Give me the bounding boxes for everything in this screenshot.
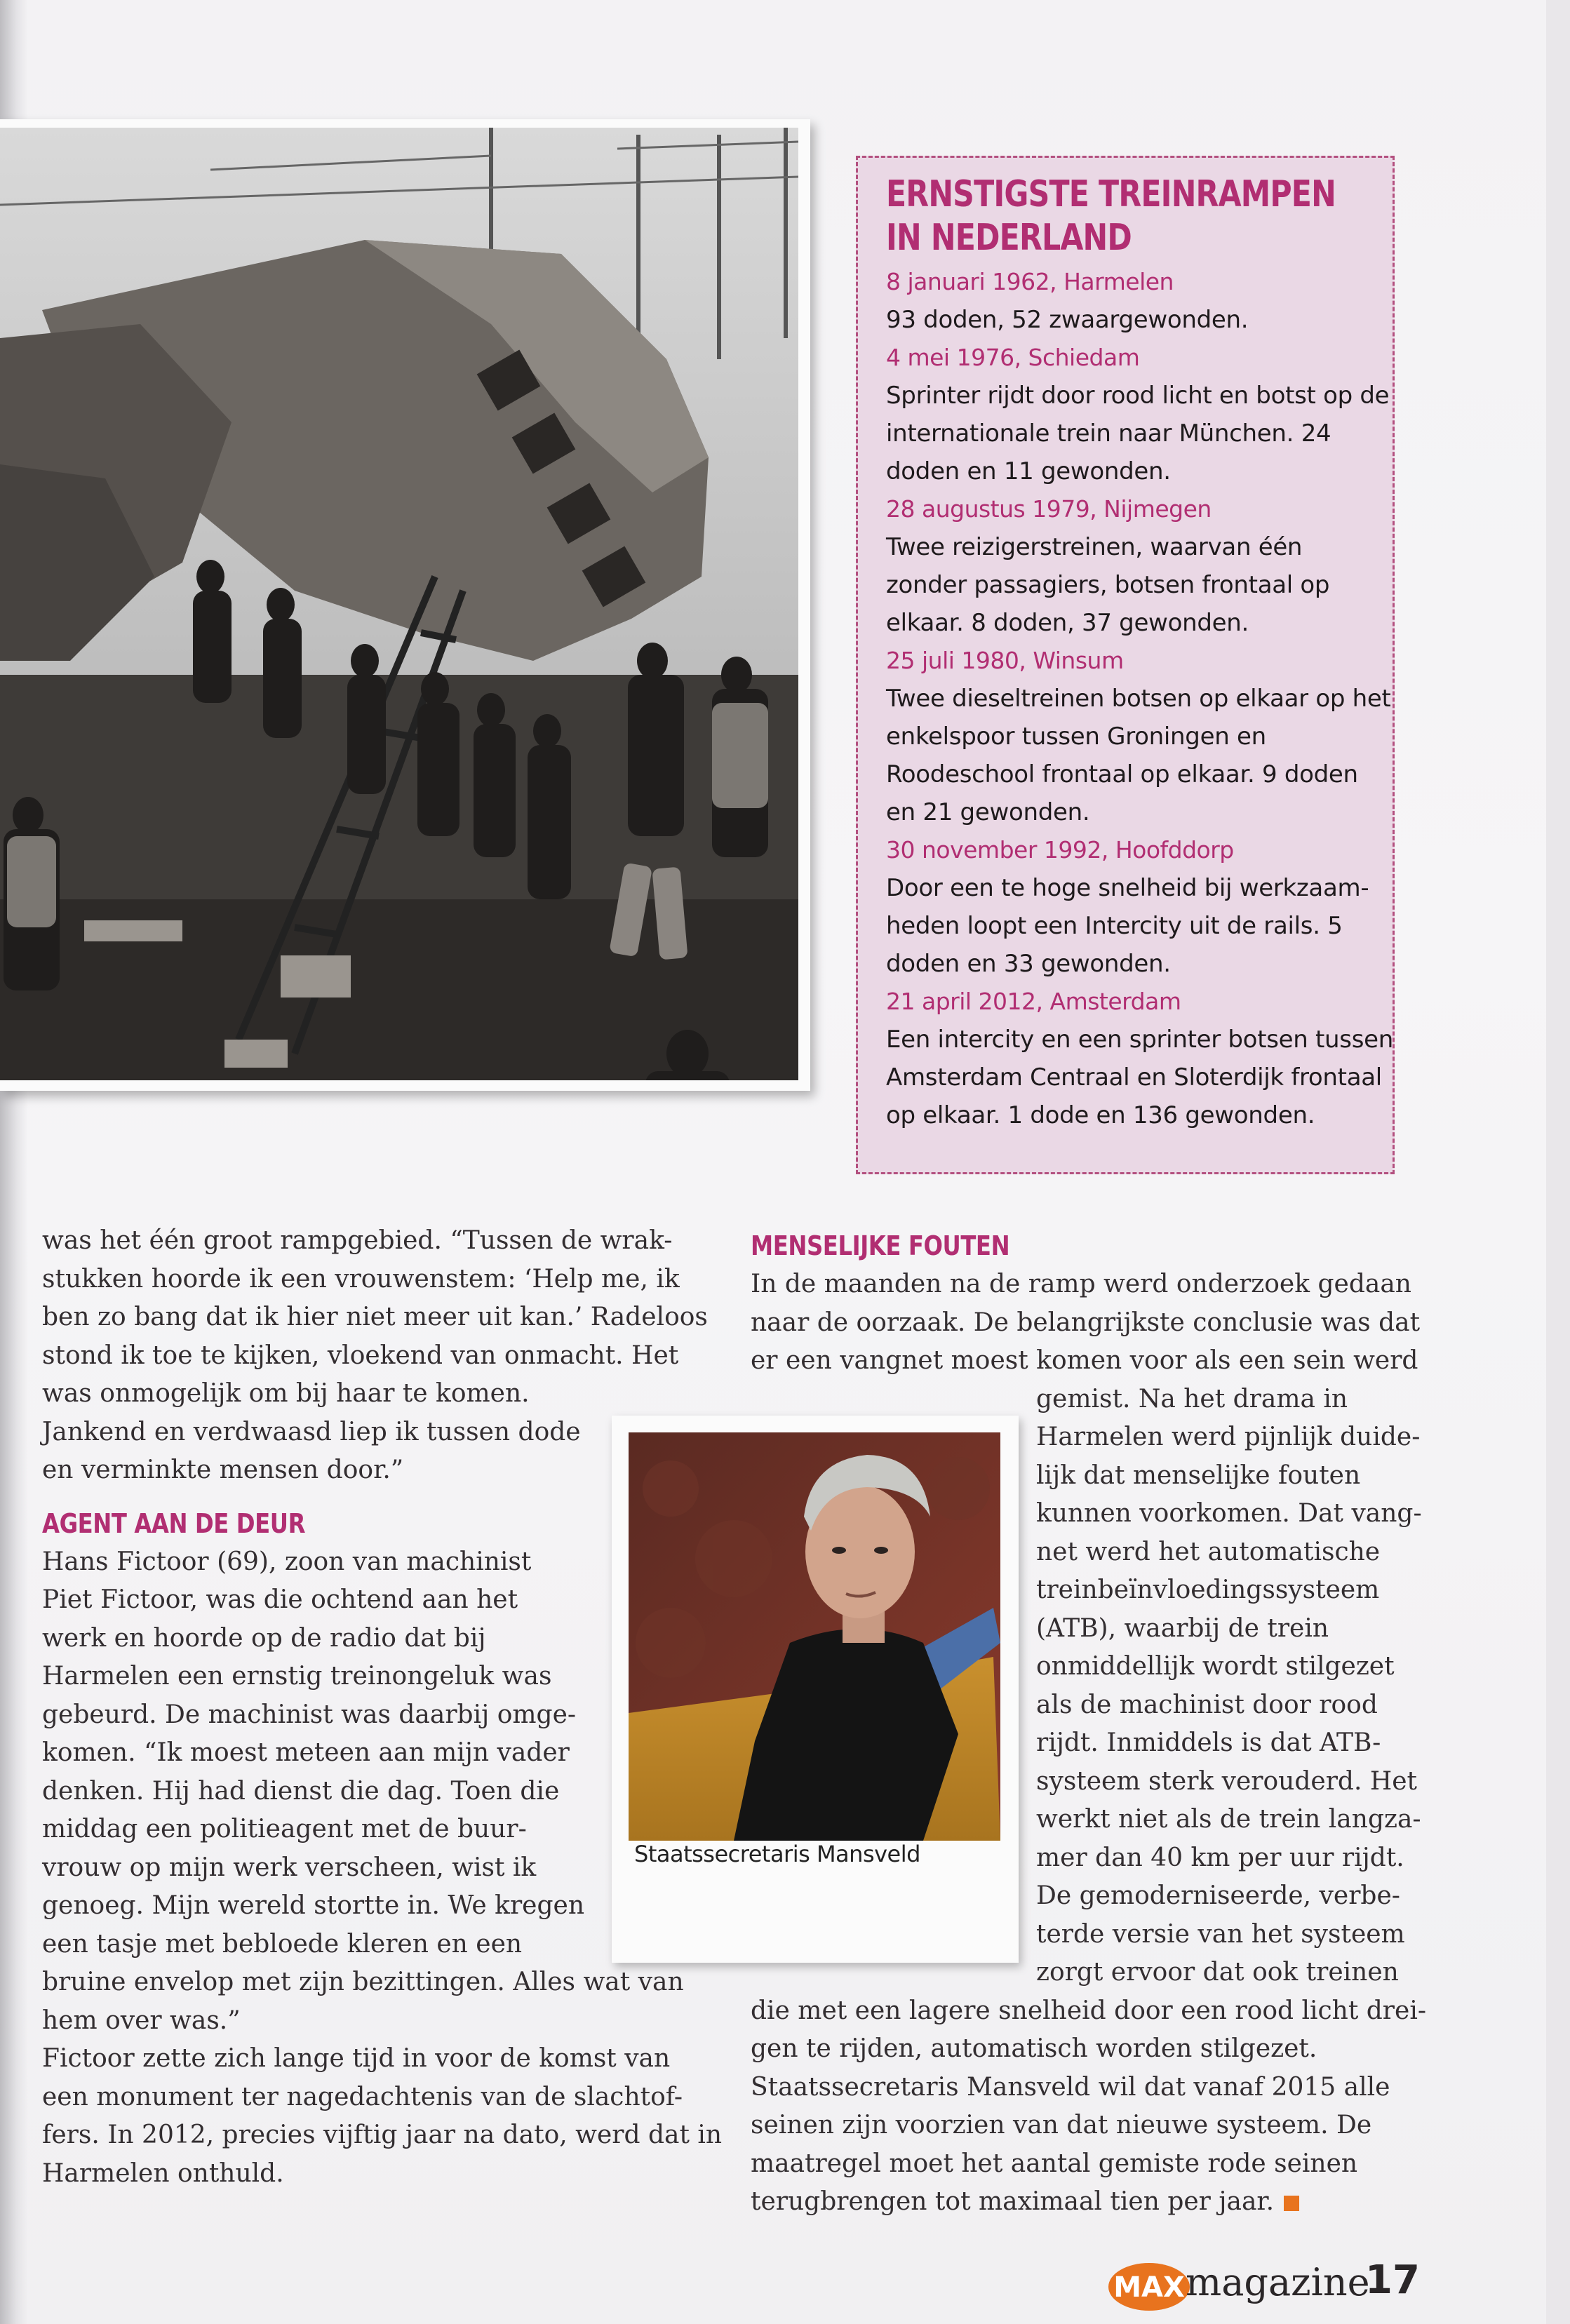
- train-wreck-photo: [0, 128, 798, 1080]
- body-line: gebeurd. De machinist was daarbij omge-: [42, 1700, 577, 1729]
- sidebar-event: [886, 263, 1366, 339]
- body-line: was onmogelijk om bij haar te komen.: [42, 1379, 530, 1408]
- event-line: heden loopt een Intercity uit de rails. 5: [886, 912, 1343, 940]
- body-line: systeem sterk verouderd. Het: [1036, 1766, 1418, 1796]
- event-date: 8 januari 1962, Harmelen: [886, 268, 1174, 295]
- body-line: en verminkte mensen door.”: [42, 1456, 404, 1484]
- event-line: Een intercity en een sprinter botsen tussen: [886, 1026, 1393, 1054]
- event-line: Amsterdam Centraal en Sloterdijk frontaal: [886, 1063, 1382, 1092]
- body-line: Hans Fictoor (69), zoon van machinist: [42, 1547, 532, 1576]
- body-line: die met een lagere snelheid door een rood licht drei-: [751, 1996, 1426, 2025]
- body-line: werk en hoorde op de radio dat bij: [42, 1623, 486, 1653]
- event-line: zonder passagiers, botsen frontaal op: [886, 571, 1330, 599]
- event-line: elkaar. 8 doden, 37 gewonden.: [886, 609, 1249, 637]
- body-line: Harmelen onthuld.: [42, 2158, 284, 2188]
- event-line: Door een te hoge snelheid bij werkzaam-: [886, 874, 1369, 902]
- body-line: In de maanden na de ramp werd onderzoek gedaan: [751, 1270, 1411, 1298]
- portrait-photo-frame: [612, 1416, 1019, 1963]
- sidebar-title-line1: ERNSTIGSTE TREINRAMPEN: [886, 173, 1336, 215]
- event-line: Twee dieseltreinen botsen op elkaar op het: [886, 685, 1391, 713]
- body-line: bruine envelop met zijn bezittingen. Alles wat van: [42, 1968, 684, 1996]
- sidebar-event: [886, 831, 1369, 983]
- body-line: vrouw op mijn werk verscheen, wist ik: [42, 1853, 537, 1882]
- sidebar-event: [886, 339, 1390, 490]
- event-date: 30 november 1992, Hoofddorp: [886, 836, 1234, 864]
- body-line: Fictoor zette zich lange tijd in voor de komst van: [42, 2044, 671, 2073]
- event-description: [886, 1021, 1393, 1134]
- section-heading-human-errors: MENSELIJKE FOUTEN: [751, 1230, 1010, 1261]
- body-line: terde versie van het systeem: [1036, 1919, 1405, 1949]
- event-line: en 21 gewonden.: [886, 798, 1090, 826]
- magazine-wordmark: magazine: [1186, 2260, 1370, 2304]
- body-line: net werd het automatische: [1036, 1537, 1381, 1566]
- body-line: middag een politieagent met de buur-: [42, 1815, 527, 1843]
- event-description: [886, 680, 1391, 831]
- event-line: Roodeschool frontaal op elkaar. 9 doden: [886, 760, 1358, 788]
- body-line: zorgt ervoor dat ook treinen: [1036, 1958, 1399, 1987]
- event-line: internationale trein naar München. 24: [886, 419, 1331, 448]
- body-line: werkt niet als de trein langza-: [1036, 1805, 1421, 1834]
- event-description: [886, 528, 1366, 642]
- body-line: treinbeïnvloedingssysteem: [1036, 1576, 1380, 1604]
- body-line: was het één groot rampgebied. “Tussen de wrak-: [42, 1226, 673, 1255]
- body-line: gemist. Na het drama in: [1036, 1384, 1348, 1413]
- body-line: maatregel moet het aantal gemiste rode seinen: [751, 2149, 1358, 2178]
- body-line: komen. “Ik moest meteen aan mijn vader: [42, 1738, 570, 1767]
- body-line: Piet Fictoor, was die ochtend aan het: [42, 1585, 518, 1614]
- event-date: 4 mei 1976, Schiedam: [886, 344, 1140, 371]
- body-line: als de machinist door rood: [1036, 1690, 1378, 1719]
- event-line: Sprinter rijdt door rood licht en botst op de: [886, 382, 1390, 410]
- event-date: 28 augustus 1979, Nijmegen: [886, 495, 1212, 523]
- portrait-photo: [629, 1432, 1000, 1841]
- body-line: seinen zijn voorzien van dat nieuwe systeem. De: [751, 2111, 1372, 2140]
- body-line: terugbrengen tot maximaal tien per jaar.: [751, 2187, 1275, 2216]
- body-line: hem over was.”: [42, 2006, 241, 2035]
- body-line: kunnen voorkomen. Dat vang-: [1036, 1499, 1422, 1528]
- portrait-caption: Staatssecretaris Mansveld: [634, 1841, 920, 1867]
- body-line: genoeg. Mijn wereld stortte in. We kregen: [42, 1891, 585, 1920]
- body-line: stond ik toe te kijken, vloekend van onmacht. Het: [42, 1341, 679, 1370]
- body-line: denken. Hij had dienst die dag. Toen die: [42, 1776, 560, 1806]
- body-line: lijk dat menselijke fouten: [1036, 1460, 1361, 1490]
- page-footer: [1107, 2253, 1420, 2316]
- body-line: (ATB), waarbij de trein: [1036, 1613, 1329, 1643]
- body-line: er een vangnet moest komen voor als een sein werd: [751, 1346, 1418, 1375]
- section-heading-agent: AGENT AAN DE DEUR: [42, 1507, 306, 1539]
- body-line: Harmelen werd pijnlijk duide-: [1036, 1423, 1421, 1451]
- body-line: rijdt. Inmiddels is dat ATB-: [1036, 1728, 1381, 1757]
- event-line: doden en 11 gewonden.: [886, 457, 1171, 485]
- body-line: onmiddellijk wordt stilgezet: [1036, 1652, 1395, 1681]
- body-line: stukken hoorde ik een vrouwenstem: ‘Help me, ik: [42, 1264, 680, 1294]
- event-line: 93 doden, 52 zwaargewonden.: [886, 306, 1249, 334]
- event-description: [886, 301, 1366, 339]
- sidebar-title-line2: IN NEDERLAND: [886, 217, 1132, 259]
- event-line: enkelspoor tussen Groningen en: [886, 723, 1266, 751]
- body-line: mer dan 40 km per uur rijdt.: [1036, 1843, 1404, 1872]
- body-line: een tasje met bebloede kleren en een: [42, 1929, 523, 1959]
- end-of-article-icon: [1284, 2196, 1299, 2211]
- page-number: 17: [1365, 2257, 1420, 2303]
- body-line: naar de oorzaak. De belangrijkste conclusie was dat: [751, 1308, 1421, 1337]
- body-line: Staatssecretaris Mansveld wil dat vanaf 2015 alle: [751, 2072, 1390, 2102]
- sidebar-event: [886, 983, 1393, 1134]
- event-line: Twee reizigerstreinen, waarvan één: [886, 533, 1303, 561]
- body-line: een monument ter nagedachtenis van de slachtof-: [42, 2082, 683, 2111]
- body-line: ben zo bang dat ik hier niet meer uit kan.’ Radeloos: [42, 1303, 708, 1331]
- article-last-line: [751, 2183, 1426, 2222]
- sidebar-event: [886, 642, 1391, 831]
- wreck-photo-frame: [0, 119, 810, 1091]
- logo-text: MAX: [1113, 2271, 1185, 2304]
- body-line: Harmelen een ernstig treinongeluk was: [42, 1662, 552, 1691]
- body-line: De gemoderniseerde, verbe-: [1036, 1881, 1400, 1910]
- event-line: doden en 33 gewonden.: [886, 950, 1171, 978]
- sidebar-event: [886, 490, 1366, 642]
- event-date: 21 april 2012, Amsterdam: [886, 988, 1181, 1015]
- event-description: [886, 869, 1369, 983]
- max-logo-icon: [1107, 2253, 1195, 2316]
- event-date: 25 juli 1980, Winsum: [886, 647, 1124, 674]
- train-disasters-sidebar: [856, 156, 1395, 1174]
- body-line: Jankend en verdwaasd liep ik tussen dode: [42, 1417, 581, 1446]
- event-line: op elkaar. 1 dode en 136 gewonden.: [886, 1101, 1315, 1129]
- body-line: gen te rijden, automatisch worden stilgezet.: [751, 2034, 1317, 2063]
- event-description: [886, 377, 1390, 490]
- body-line: fers. In 2012, precies vijftig jaar na dato, werd dat in: [42, 2121, 723, 2149]
